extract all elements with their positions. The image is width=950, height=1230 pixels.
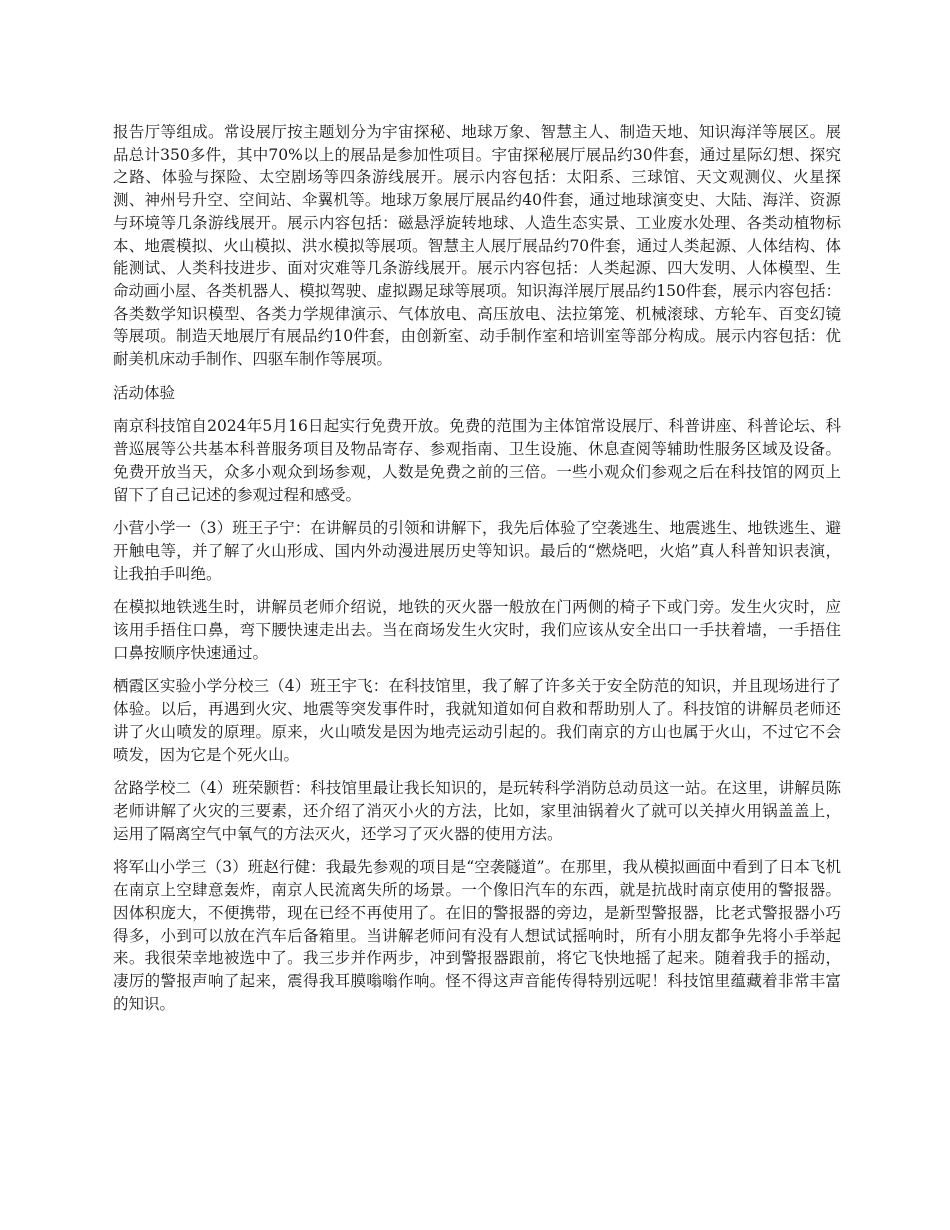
- document-body: [113, 121, 841, 1026]
- subway-escape-paragraph: 在模拟地铁逃生时，讲解员老师介绍说，地铁的灭火器一般放在门两侧的椅子下或门旁。发生火灾时，应该用手捂住口鼻，弯下腰快速走出去。当在商场发生火灾时，我们应该从安全出口一手扶着墙，一手捂住口鼻按顺序快速通过。: [113, 598, 841, 662]
- exhibit-halls-paragraph: 报告厅等组成。常设展厅按主题划分为宇宙探秘、地球万象、智慧主人、制造天地、知识海洋等展区。展品总计350多件，其中70%以上的展品是参加性项目。宇宙探秘展厅展品约30件套，通过星际幻想、探究之路、体验与探险、太空剧场等四条游线展开。展示内容包括：太阳系、三球馆、天文观测仪、火星探测、神州号升空、空间站、伞翼机等。地球万象展厅展品约40件套，通过地球演变史、大陆、海洋、资源与环境等几条游线展开。展示内容包括：磁悬浮旋转地球、人造生态实景、工业废水处理、各类动植物标本、地震模拟、火山模拟、洪水模拟等展项。智慧主人展厅展品约70件套，通过人类起源、人体结构、体能测试、人类科技进步、面对灾难等几条游线展开。展示内容包括：人类起源、四大发明、人体模型、生命动画小屋、各类机器人、模拟驾驶、虚拟踢足球等展项。知识海洋展厅展品约150件套，展示内容包括：各类数学知识模型、各类力学规律演示、气体放电、高压放电、法拉第笼、机械滚球、方轮车、百变幻镜等展项。制造天地展厅有展品约10件套，由创新室、动手制作室和培训室等部分构成。展示内容包括：优耐美机床动手制作、四驱车制作等展项。: [113, 123, 841, 369]
- visitor-account-zhao-xingjian: 将军山小学三（3）班赵行健：我最先参观的项目是“空袭隧道”。在那里，我从模拟画面中看到了日本飞机在南京上空肆意轰炸，南京人民流离失所的场景。一个像旧汽车的东西，就是抗战时南京使用的警报器。因体积庞大，不便携带，现在已经不再使用了。在旧的警报器的旁边，是新型警报器，比老式警报器小巧得多，小到可以放在汽车后备箱里。当讲解老师问有没有人想试试摇响时，所有小朋友都争先将小手举起来。我很荣幸地被选中了。我三步并作两步，冲到警报器跟前，将它飞快地摇了起来。随着我手的摇动，凄厉的警报声响了起来，震得我耳膜嗡嗡作响。怪不得这声音能传得特别远呢！科技馆里蕴藏着非常丰富的知识。: [113, 858, 841, 1013]
- visitor-account-rong-haozhe: 岔路学校二（4）班荣颢哲：科技馆里最让我长知识的，是玩转科学消防总动员这一站。在这里，讲解员陈老师讲解了火灾的三要素，还介绍了消灭小火的方法，比如，家里油锅着火了就可以关掉火用锅盖盖上，运用了隔离空气中氧气的方法灭火，还学习了灭火器的使用方法。: [113, 779, 841, 843]
- free-opening-paragraph: 南京科技馆自2024年5月16日起实行免费开放。免费的范围为主体馆常设展厅、科普讲座、科普论坛、科普巡展等公共基本科普服务项目及物品寄存、参观指南、卫生设施、休息查阅等辅助性服务区域及设备。免费开放当天，众多小观众到场参观，人数是免费之前的三倍。一些小观众们参观之后在科技馆的网页上留下了自己记述的参观过程和感受。: [113, 417, 841, 504]
- visitor-account-wang-yufei: 栖霞区实验小学分校三（4）班王宇飞：在科技馆里，我了解了许多关于安全防范的知识，并且现场进行了体验。以后，再遇到火灾、地震等突发事件时，我就知道如何自救和帮助别人了。科技馆的讲解员老师还讲了火山喷发的原理。原来，火山喷发是因为地壳运动引起的。我们南京的方山也属于火山，不过它不会喷发，因为它是个死火山。: [113, 677, 841, 764]
- section-heading-activity: 活动体验: [113, 383, 176, 402]
- visitor-account-wang-zining: 小营小学一（3）班王子宁：在讲解员的引领和讲解下，我先后体验了空袭逃生、地震逃生、地铁逃生、避开触电等，并了解了火山形成、国内外动漫进展历史等知识。最后的“燃烧吧，火焰”真人科普知识表演，让我拍手叫绝。: [113, 519, 841, 583]
